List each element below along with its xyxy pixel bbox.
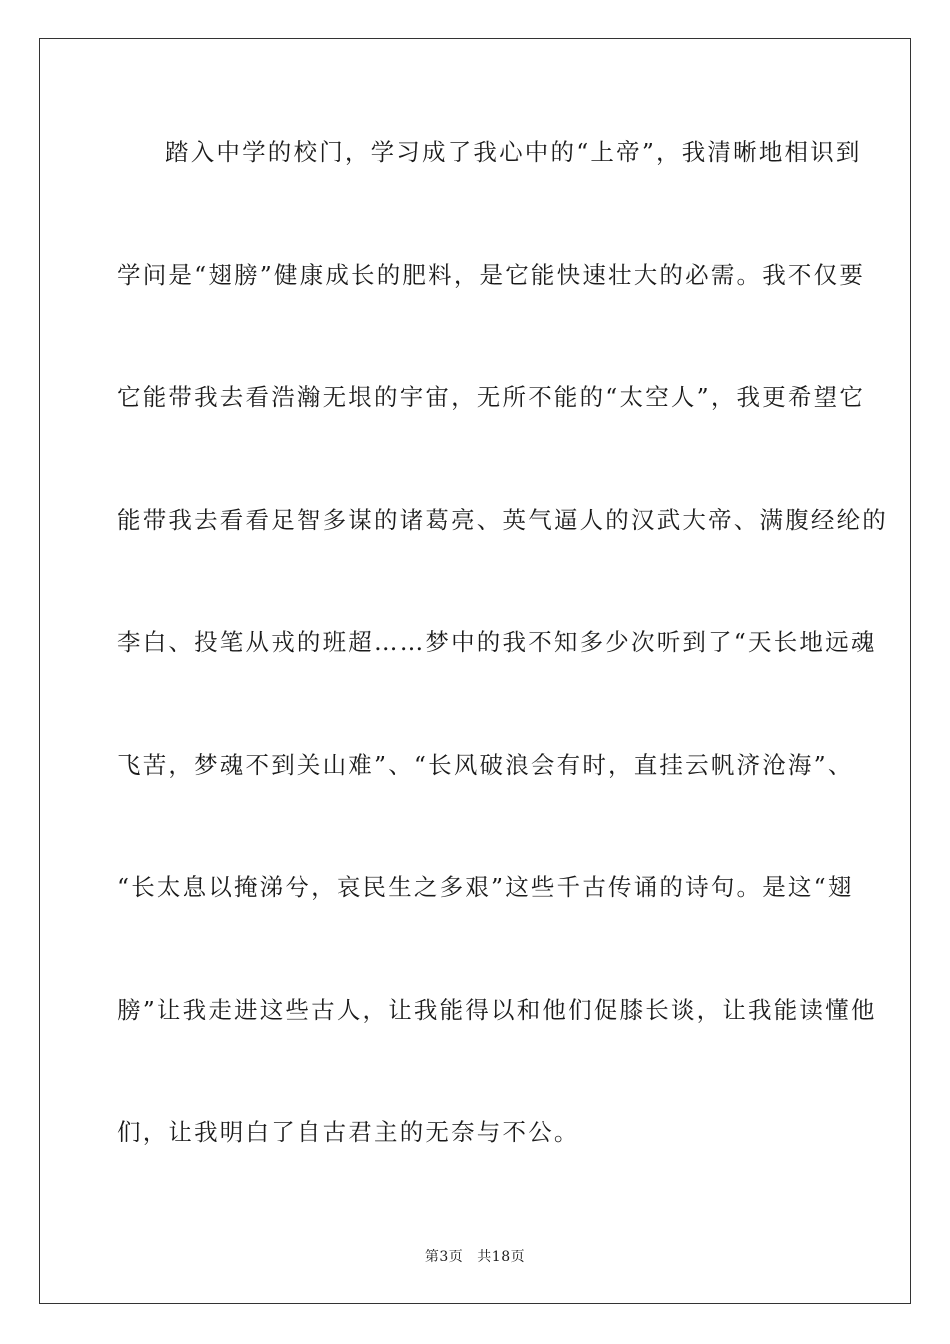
text-line: 李白、投笔从戎的班超……梦中的我不知多少次听到了“天长地远魂 bbox=[117, 628, 877, 656]
page-footer bbox=[0, 1247, 950, 1267]
text-line: 它能带我去看浩瀚无垠的宇宙，无所不能的“太空人”，我更希望它 bbox=[117, 383, 866, 411]
text-line: 学问是“翅膀”健康成长的肥料，是它能快速壮大的必需。我不仅要 bbox=[117, 260, 866, 289]
page-number-total: 共18页 bbox=[477, 1249, 526, 1265]
text-line: 飞苦，梦魂不到关山难”、“长风破浪会有时，直挂云帆济沧海”、 bbox=[117, 750, 854, 779]
text-line: 能带我去看看足智多谋的诸葛亮、英气逼人的汉武大帝、满腹经纶的 bbox=[117, 505, 888, 534]
text-line: 膀”让我走进这些古人，让我能得以和他们促膝长谈，让我能读懂他 bbox=[117, 995, 877, 1024]
text-line: 们，让我明白了自古君主的无奈与不公。 bbox=[117, 1118, 580, 1146]
body-paragraph bbox=[117, 120, 888, 1223]
text-line: “长太息以掩涕兮，哀民生之多艰”这些千古传诵的诗句。是这“翅 bbox=[117, 873, 854, 901]
text-line: 踏入中学的校门，学习成了我心中的“上帝”，我清晰地相识到 bbox=[165, 138, 862, 166]
page-number-current: 第3页 bbox=[424, 1249, 464, 1265]
